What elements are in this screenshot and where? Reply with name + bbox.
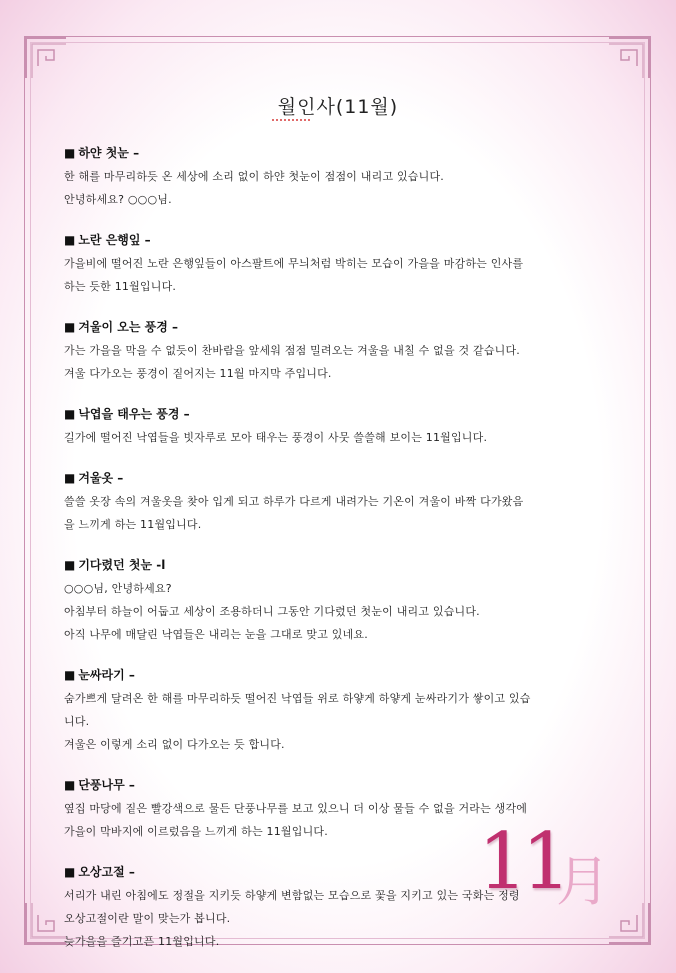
section-heading [64,318,614,336]
section-heading [64,469,614,487]
page-title: 월인사(11월) [277,96,399,118]
section-text-line: 가는 가을을 막을 수 없듯이 찬바람을 앞세워 점점 밀려오는 겨울을 내칠 수 없을 것 같습니다. [64,344,521,357]
corner-ornament-bottom-left [24,901,68,945]
greeting-section [64,469,614,536]
section-heading [64,231,614,249]
section-text-line: 가을이 막바지에 이르렀음을 느끼게 하는 11월입니다. [64,825,328,838]
section-heading [64,666,614,684]
section-heading [64,405,614,423]
square-bullet-icon: ■ [64,233,76,247]
section-text-line: 겨울은 이렇게 소리 없이 다가오는 듯 합니다. [64,738,285,751]
section-heading-text: 단풍나무 – [78,778,135,792]
greeting-section [64,666,614,756]
section-text-line: 아침부터 하늘이 어둡고 세상이 조용하더니 그동안 기다렸던 첫눈이 내리고 있습니다. [64,605,480,618]
section-heading-text: 하얀 첫눈 – [78,146,140,160]
month-character-decoration: 月 [556,850,610,913]
section-heading-text: 오상고절 – [78,865,135,879]
square-bullet-icon: ■ [64,471,76,485]
section-text-line: 한 해를 마무리하듯 온 세상에 소리 없이 하얀 첫눈이 점점이 내리고 있습니다. [64,170,444,183]
square-bullet-icon: ■ [64,320,76,334]
section-heading [64,144,614,162]
section-text-line: 안녕하세요? ○○○님. [64,193,172,206]
section-text-line: 니다. [64,715,90,728]
square-bullet-icon: ■ [64,146,76,160]
greeting-section [64,231,614,298]
spellcheck-underline [272,116,310,121]
corner-ornament-top-left [24,36,68,80]
section-heading-text: 눈싸라기 – [78,668,135,682]
section-text-line: 숨가쁘게 달려온 한 해를 마무리하듯 떨어진 낙엽들 위로 하얗게 하얗게 눈싸라기가 쌓이고 있습 [64,692,531,705]
section-text-line: 쓸쓸 옷장 속의 겨울옷을 찾아 입게 되고 하루가 다르게 내려가는 기온이 겨울이 바짝 다가왔음 [64,495,524,508]
section-text-line: 늦가을을 즐기고픈 11월입니다. [64,935,220,948]
section-text-line: 옆집 마당에 짙은 빨강색으로 물든 단풍나무를 보고 있으니 더 이상 물들 수 없을 거라는 생각에 [64,802,528,815]
section-heading [64,556,614,574]
greeting-section [64,144,614,211]
section-heading-text: 겨울이 오는 풍경 – [78,320,179,334]
section-text-line: 길가에 떨어진 낙엽들을 빗자루로 모아 태우는 풍경이 사뭇 쓸쓸해 보이는 11월입니다. [64,431,488,444]
section-heading-text: 낙엽을 태우는 풍경 – [78,407,190,421]
section-text-line: 겨울 다가오는 풍경이 짙어지는 11월 마지막 주입니다. [64,367,332,380]
section-heading-text: 노란 은행잎 – [78,233,151,247]
square-bullet-icon: ■ [64,407,76,421]
month-number-decoration: 11 [478,817,566,907]
section-text-line: 아직 나무에 매달린 낙엽들은 내리는 눈을 그대로 맞고 있네요. [64,628,368,641]
greeting-section [64,405,614,449]
section-text-line: 오상고절이란 말이 맞는가 봅니다. [64,912,231,925]
square-bullet-icon: ■ [64,778,76,792]
section-text-line: ○○○님, 안녕하세요? [64,582,172,595]
section-heading-text: 기다렸던 첫눈 -l [78,558,166,572]
square-bullet-icon: ■ [64,668,76,682]
section-heading-text: 겨울옷 – [78,471,124,485]
square-bullet-icon: ■ [64,865,76,879]
corner-ornament-top-right [607,36,651,80]
section-heading [64,776,614,794]
section-text-line: 가을비에 떨어진 노란 은행잎들이 아스팔트에 무늬처럼 박히는 모습이 가을을 마감하는 인사를 [64,257,524,270]
greeting-section [64,556,614,646]
square-bullet-icon: ■ [64,558,76,572]
greeting-section [64,318,614,385]
section-text-line: 을 느끼게 하는 11월입니다. [64,518,202,531]
section-text-line: 하는 듯한 11월입니다. [64,280,177,293]
section-text-line: 서리가 내린 아침에도 정절을 지키듯 하얗게 변함없는 모습으로 꽃을 지키고 있는 국화는 정령 [64,889,520,902]
